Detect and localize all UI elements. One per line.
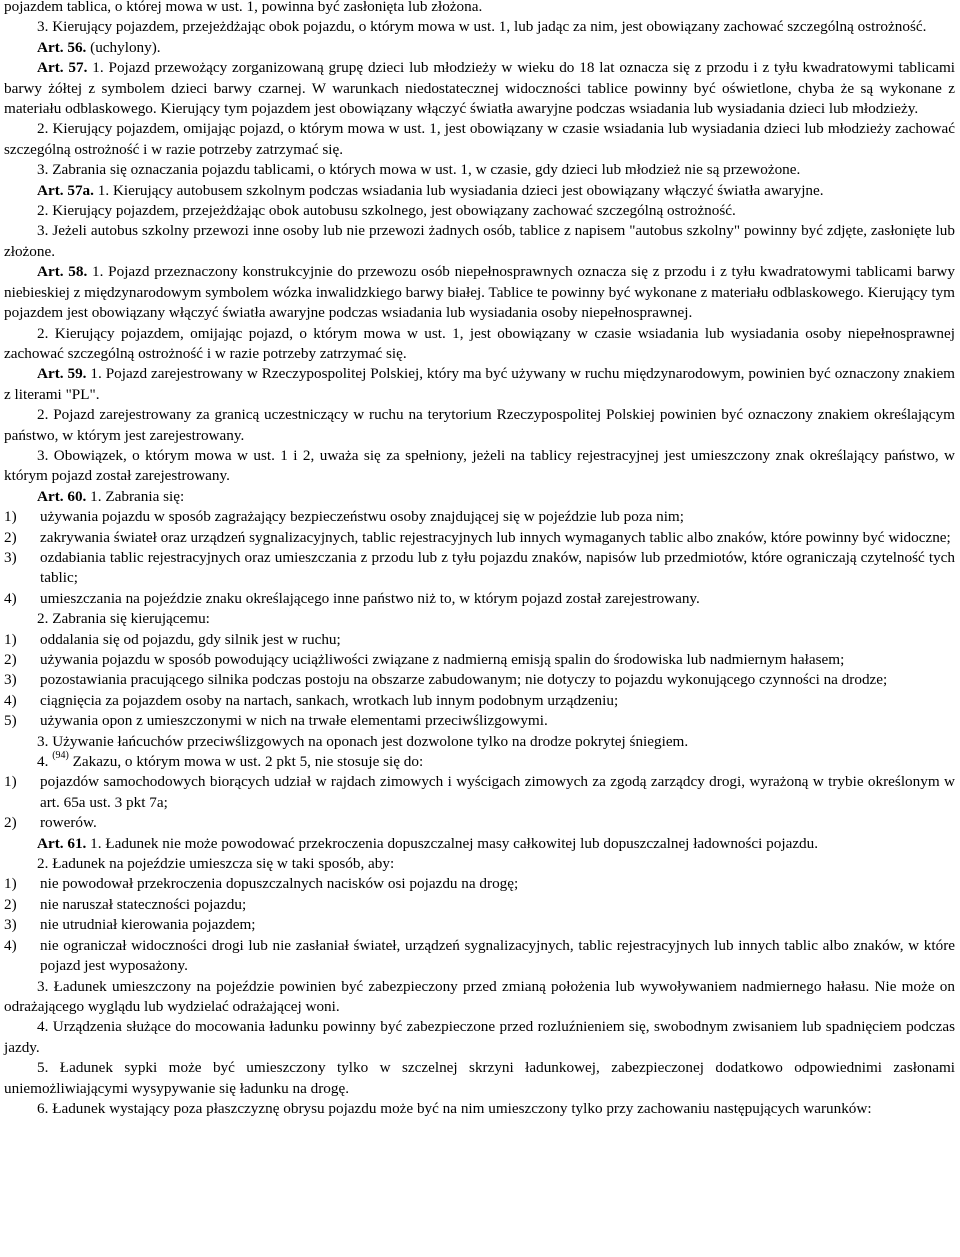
art60-ust4-list [4, 772, 955, 833]
article-text: 1. Pojazd zarejestrowany w Rzeczypospolitej Polskiej, który ma być używany w ruchu międzynarodowym, powinien być oznaczony znakiem z literami "PL". [4, 365, 955, 403]
article-text: 3. Ładunek umieszczony na pojeździe powinien być zabezpieczony przed zmianą położenia lub wywoływaniem nadmiernego hałasu. Nie może on odrażającego wyglądu lub wydzielać odrażającej woni. [4, 977, 955, 1015]
article-heading: Art. 61. [37, 834, 87, 852]
art60-ust3 [4, 732, 955, 752]
list-number: 1) [4, 875, 17, 893]
article-text: 1. Pojazd przewożący zorganizowaną grupę dzieci lub młodzieży w wieku do 18 lat oznacza się z przodu i z tyłu kwadratowymi tablicami barwy żółtej z symbolem dzieci barwy czarnej. W warunkach niedostatecznej widoczności tablice powinny być oświetlone, chyba że są wykonane z materiału odblaskowego. Kierujący tym pojazdem jest obowiązany włączyć światła awaryjne podczas wsiadania lub wysiadania dzieci lub młodzieży. [4, 59, 955, 118]
article-text: 2. Kierujący pojazdem, omijając pojazd, o którym mowa w ust. 1, jest obowiązany w czasie wsiadania lub wysiadania dzieci lub młodzieży zachować szczególną ostrożność i w razie potrzeby zatrzymać się. [4, 120, 955, 158]
art57-ust3 [4, 160, 955, 180]
list-item [4, 813, 955, 833]
art61-ust3 [4, 977, 955, 1018]
art61-ust6 [4, 1099, 955, 1119]
list-number: 2) [4, 895, 17, 913]
article-text: 1. Kierujący autobusem szkolnym podczas wsiadania lub wysiadania dzieci jest obowiązany włączyć światła awaryjne. [93, 181, 824, 199]
art60-ust2 [4, 609, 955, 629]
text-line: 3. Kierujący pojazdem, przejeżdżając obok pojazdu, o którym mowa w ust. 1, lub jadąc za nim, jest obowiązany zachować szczególną ostrożność. [37, 18, 927, 36]
article-text: 2. Ładunek na pojeździe umieszcza się w taki sposób, aby: [37, 855, 395, 873]
list-item [4, 772, 955, 813]
art59-ust2 [4, 405, 955, 446]
article-text: 4. Urządzenia służące do mocowania ładunku powinny być zabezpieczone przed rozluźnieniem się, swobodnym zwisaniem lub spadnięciem podczas jazdy. [4, 1018, 955, 1056]
list-text: nie naruszał stateczności pojazdu; [40, 895, 247, 913]
list-text: nie powodował przekroczenia dopuszczalnych nacisków osi pojazdu na drogę; [40, 875, 519, 893]
article-heading: Art. 57. [37, 59, 88, 77]
list-text: rowerów. [40, 814, 97, 832]
list-text: nie ograniczał widoczności drogi lub nie zasłaniał świateł, urządzeń sygnalizacyjnych, tablic rejestracyjnych lub innych tablic albo znaków, w które pojazd jest wyposażony. [40, 936, 955, 975]
article-text: 2. Kierujący pojazdem, przejeżdżając obok autobusu szkolnego, jest obowiązany zachować szczególną ostrożność. [37, 202, 736, 220]
art60-ust1 [4, 487, 955, 507]
list-item [4, 528, 955, 548]
list-number: 3) [4, 548, 17, 566]
list-item [4, 915, 955, 935]
list-item [4, 895, 955, 915]
art61-ust1 [4, 834, 955, 854]
list-item [4, 507, 955, 527]
art61-ust2-list [4, 874, 955, 976]
article-heading: Art. 56. [37, 38, 87, 56]
list-number: 1) [4, 773, 17, 791]
article-text: 1. Ładunek nie może powodować przekroczenia dopuszczalnej masy całkowitej lub dopuszczalnej ładowności pojazdu. [86, 834, 819, 852]
list-number: 5) [4, 712, 17, 730]
article-heading: Art. 59. [37, 365, 87, 383]
art57-ust1 [4, 58, 955, 119]
list-item [4, 589, 955, 609]
art57a-ust3 [4, 221, 955, 262]
article-text: Zakazu, o którym mowa w ust. 2 pkt 5, nie stosuje się do: [68, 753, 424, 771]
article-text: (uchylony). [86, 38, 161, 56]
list-text: oddalania się od pojazdu, gdy silnik jest w ruchu; [40, 630, 341, 648]
article-heading: Art. 58. [37, 263, 88, 281]
paragraph-number: 4. [37, 753, 53, 771]
art57a-ust1 [4, 181, 955, 201]
text-line: pojazdem tablica, o której mowa w ust. 1, powinna być zasłonięta lub złożona. [4, 0, 483, 15]
list-text: zakrywania świateł oraz urządzeń sygnalizacyjnych, tablic rejestracyjnych lub innych wymaganych tablic albo znaków, które powinny być widoczne; [40, 528, 951, 546]
list-number: 2) [4, 814, 17, 832]
art60-ust4 [4, 749, 955, 772]
footnote-marker: (94) [52, 749, 69, 761]
art61-ust2 [4, 854, 955, 874]
art61-ust4 [4, 1017, 955, 1058]
art59-ust1 [4, 364, 955, 405]
article-text: 6. Ładunek wystający poza płaszczyznę obrysu pojazdu może być na nim umieszczony tylko przy zachowaniu następujących warunków: [37, 1099, 872, 1117]
article-text: 3. Używanie łańcuchów przeciwślizgowych na oponach jest dozwolone tylko na drodze pokrytej śniegiem. [37, 732, 689, 750]
list-text: używania pojazdu w sposób powodujący uciążliwości związane z nadmierną emisją spalin do środowiska lub nadmiernym hałasem; [40, 651, 845, 668]
list-item [4, 670, 955, 690]
article-text: 3. Zabrania się oznaczania pojazdu tablicami, o których mowa w ust. 1, w czasie, gdy dzieci lub młodzież nie są przewożone. [37, 161, 801, 179]
list-item [4, 630, 955, 650]
list-item [4, 711, 955, 731]
list-number: 2) [4, 528, 17, 546]
list-number: 2) [4, 651, 17, 668]
article-text: 3. Jeżeli autobus szkolny przewozi inne osoby lub nie przewozi żadnych osób, tablice z napisem "autobus szkolny" powinny być zdjęte, zasłonięte lub złożone. [4, 222, 955, 260]
art61-ust5 [4, 1058, 955, 1099]
list-item [4, 691, 955, 711]
article-text: 5. Ładunek sypki może być umieszczony tylko w szczelnej skrzyni ładunkowej, zabezpieczonej dodatkowo odpowiednimi zasłonami uniemożliwiającymi wysypywanie się ładunku na drogę. [4, 1059, 955, 1097]
art57-ust2 [4, 119, 955, 160]
list-number: 1) [4, 508, 17, 526]
article-text: 2. Pojazd zarejestrowany za granicą uczestniczący w ruchu na terytorium Rzeczypospolitej Polskiej powinien być oznaczony znakiem określającym państwo, w którym jest zarejestrowany. [4, 406, 955, 444]
article-text: 2. Kierujący pojazdem, omijając pojazd, o którym mowa w ust. 1, jest obowiązany w czasie wsiadania lub wysiadania osoby niepełnosprawnej zachować szczególną ostrożność i w razie potrzeby zatrzymać się. [4, 324, 955, 362]
art57a-ust2 [4, 201, 955, 221]
paragraph-continuation [4, 0, 955, 17]
list-text: pozostawiania pracującego silnika podczas postoju na obszarze zabudowanym; nie dotyczy to pojazdu wykonującego czynności na drodze; [40, 671, 888, 689]
list-number: 3) [4, 671, 17, 689]
list-text: umieszczania na pojeździe znaku określającego inne państwo niż to, w którym pojazd został zarejestrowany. [40, 589, 700, 607]
list-number: 4) [4, 589, 17, 607]
article-text: 2. Zabrania się kierującemu: [37, 610, 210, 628]
list-text: pojazdów samochodowych biorących udział w rajdach zimowych i wyścigach zimowych za zgodą zarządcy drogi, wyrażoną w trybie określonym w art. 65a ust. 3 pkt 7a; [40, 773, 955, 811]
list-text: używania opon z umieszczonymi w nich na trwałe elementami przeciwślizgowymi. [40, 712, 548, 730]
list-item [4, 936, 955, 977]
article-text: 1. Zabrania się: [86, 487, 185, 505]
list-text: używania pojazdu w sposób zagrażający bezpieczeństwu osoby znajdującej się w pojeździe lub poza nim; [40, 508, 684, 526]
art55-ust3 [4, 17, 955, 37]
list-text: ozdabiania tablic rejestracyjnych oraz umieszczania z przodu lub z tyłu pojazdu znaków, napisów lub przedmiotów, które ograniczają czytelność tych tablic; [40, 548, 955, 587]
art60-ust2-list [4, 630, 955, 732]
art56 [4, 38, 955, 58]
list-number: 1) [4, 630, 17, 648]
art58-ust2 [4, 324, 955, 365]
article-heading: Art. 57a. [37, 181, 94, 199]
list-number: 3) [4, 916, 17, 934]
list-text: nie utrudniał kierowania pojazdem; [40, 916, 256, 934]
article-text: 1. Pojazd przeznaczony konstrukcyjnie do przewozu osób niepełnosprawnych oznacza się z przodu i z tyłu kwadratowymi tablicami barwy niebieskiej z międzynarodowym symbolem wózka inwalidzkiego barwy białej. Tablice te powinny być wykonane z materiału odblaskowego. Kierujący tym pojazdem jest obowiązany włączyć światła awaryjne podczas wsiadania lub wysiadania osoby niepełnosprawnej. [4, 263, 955, 322]
art58-ust1 [4, 262, 955, 323]
list-item [4, 650, 955, 670]
list-number: 4) [4, 936, 17, 954]
list-item [4, 874, 955, 894]
article-heading: Art. 60. [37, 487, 87, 505]
list-text: ciągnięcia za pojazdem osoby na nartach, sankach, wrotkach lub innym podobnym urządzeniu; [40, 691, 619, 709]
list-item [4, 548, 955, 589]
art59-ust3 [4, 446, 955, 487]
list-number: 4) [4, 691, 17, 709]
article-text: 3. Obowiązek, o którym mowa w ust. 1 i 2, uważa się za spełniony, jeżeli na tablicy rejestracyjnej jest umieszczony znak określający państwo, w którym pojazd został zarejestrowany. [4, 446, 955, 485]
art60-ust1-list [4, 507, 955, 609]
